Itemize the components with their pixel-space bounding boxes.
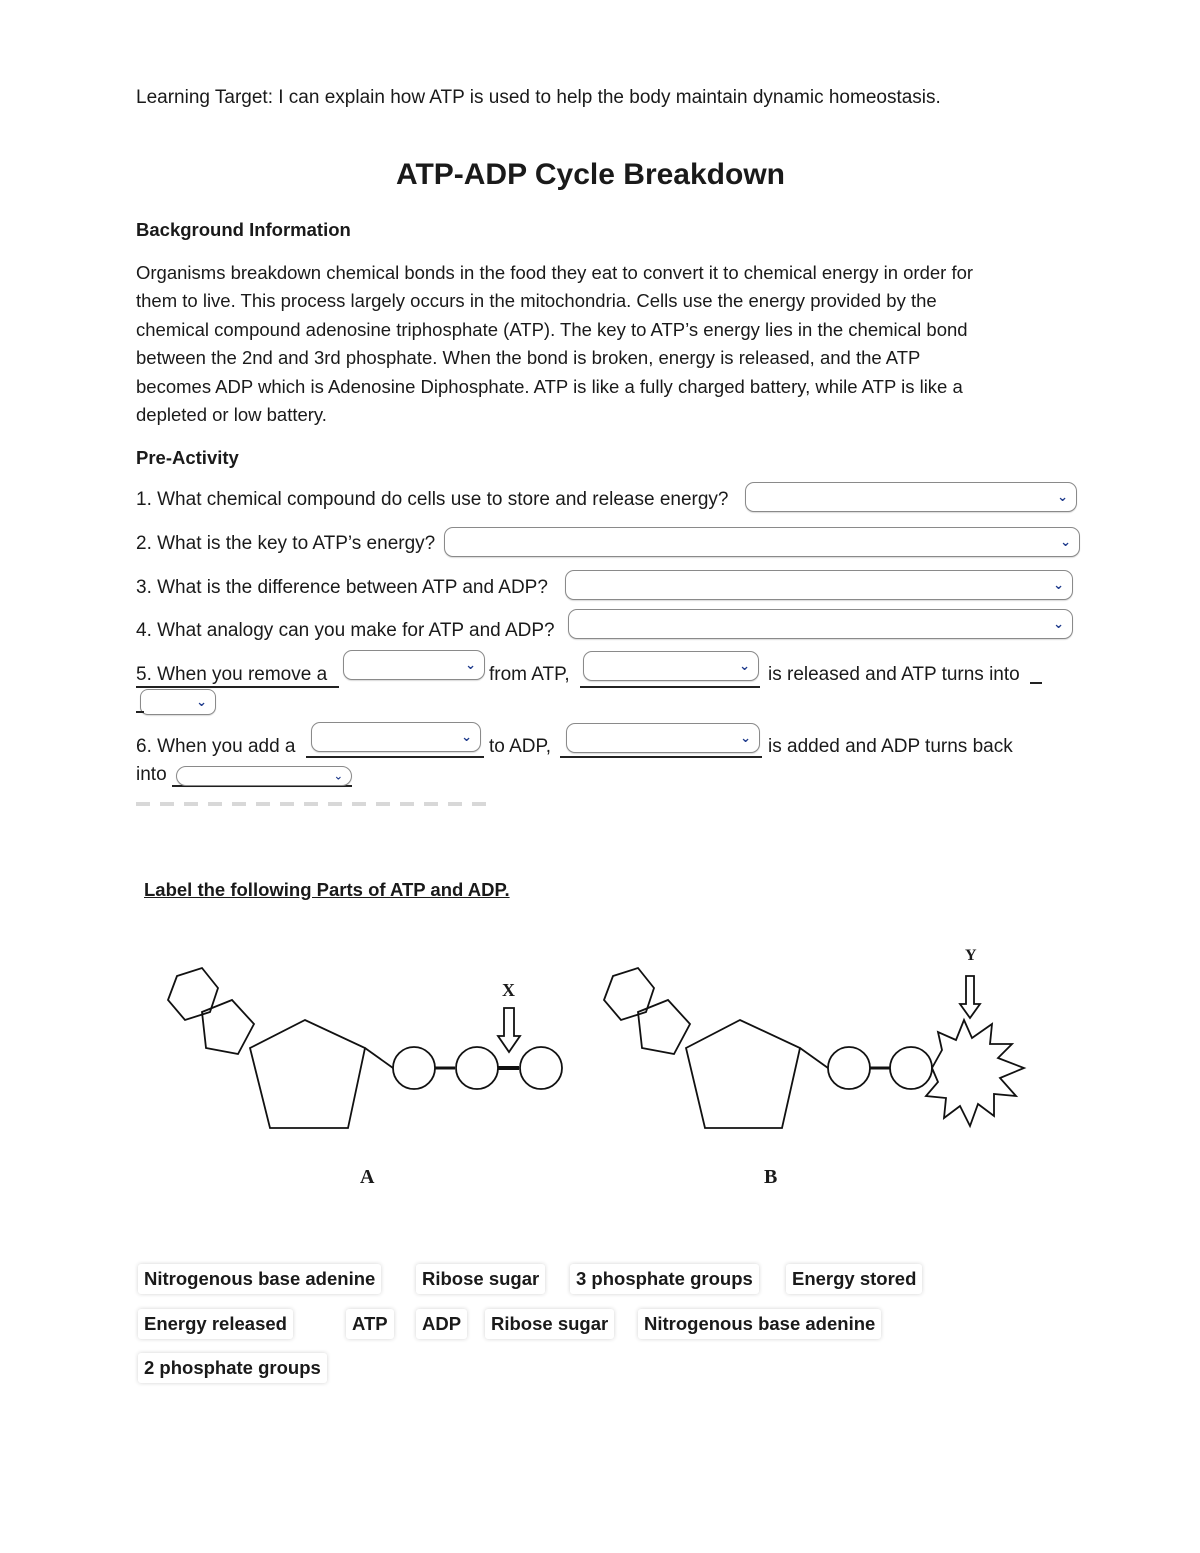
answer-4-dropdown[interactable] <box>568 609 1073 639</box>
word-bank-chip[interactable]: ATP <box>346 1309 394 1339</box>
adenine-hexagon-a <box>168 968 218 1020</box>
arrow-x <box>498 1008 520 1052</box>
adp-diagram <box>580 940 1040 1150</box>
chevron-down-icon: ⌄ <box>1057 489 1068 504</box>
chevron-down-icon: ⌄ <box>196 694 207 709</box>
word-bank-chip[interactable]: Nitrogenous base adenine <box>638 1309 881 1339</box>
background-paragraph <box>136 259 1056 429</box>
phosphate-circle-a2 <box>456 1047 498 1089</box>
atp-diagram <box>140 940 590 1160</box>
word-bank-chip[interactable]: Ribose sugar <box>416 1264 545 1294</box>
background-line: depleted or low battery. <box>136 404 327 426</box>
word-bank-chip[interactable]: Energy stored <box>786 1264 922 1294</box>
word-bank-chip[interactable]: 2 phosphate groups <box>138 1353 327 1383</box>
answer-5a-dropdown[interactable] <box>343 650 485 680</box>
chevron-down-icon: ⌄ <box>739 658 750 673</box>
adenine-hexagon-b <box>604 968 654 1020</box>
question-6-part-3: is added and ADP turns back <box>768 736 1013 757</box>
question-3: 3. What is the difference between ATP and ADP? <box>136 577 548 598</box>
cut-off-text-remnant <box>136 802 496 806</box>
background-heading: Background Information <box>136 219 351 240</box>
adenine-pentagon-a <box>202 1000 254 1054</box>
energy-starburst <box>926 1020 1024 1126</box>
underline <box>560 756 762 758</box>
ribose-pentagon-b <box>686 1020 800 1128</box>
underline <box>306 756 484 758</box>
word-bank-chip[interactable]: ADP <box>416 1309 467 1339</box>
chevron-down-icon: ⌄ <box>1060 534 1071 549</box>
answer-6b-dropdown[interactable] <box>566 723 760 753</box>
question-6-part-4: into <box>136 764 167 785</box>
chevron-down-icon: ⌄ <box>1053 577 1064 592</box>
question-5-part-3: is released and ATP turns into <box>768 664 1020 685</box>
answer-5c-dropdown[interactable] <box>140 689 216 715</box>
question-4: 4. What analogy can you make for ATP and ADP? <box>136 620 555 641</box>
underline <box>136 686 339 688</box>
adenine-pentagon-b <box>638 1000 690 1054</box>
label-y: Y <box>965 947 977 964</box>
chevron-down-icon: ⌄ <box>740 730 751 745</box>
word-bank-chip[interactable]: 3 phosphate groups <box>570 1264 759 1294</box>
question-2: 2. What is the key to ATP’s energy? <box>136 533 436 554</box>
ribose-pentagon-a <box>250 1020 365 1128</box>
background-line: between the 2nd and 3rd phosphate. When the bond is broken, energy is released, and the ATP <box>136 347 921 369</box>
answer-6a-dropdown[interactable] <box>311 722 481 752</box>
phosphate-circle-b2 <box>890 1047 932 1089</box>
word-bank-chip[interactable]: Ribose sugar <box>485 1309 614 1339</box>
question-6-part-2: to ADP, <box>489 736 551 757</box>
background-line: becomes ADP which is Adenosine Diphosphate. ATP is like a fully charged battery, while ATP is like a <box>136 375 963 397</box>
learning-target: Learning Target: I can explain how ATP is used to help the body maintain dynamic homeostasis. <box>136 87 941 108</box>
answer-2-dropdown[interactable] <box>444 527 1080 557</box>
question-1: 1. What chemical compound do cells use to store and release energy? <box>136 489 729 510</box>
page-title: ATP-ADP Cycle Breakdown <box>396 158 785 191</box>
chevron-down-icon: ⌄ <box>1053 616 1064 631</box>
chevron-down-icon: ⌄ <box>461 729 472 744</box>
chevron-down-icon: ⌄ <box>465 657 476 672</box>
underline <box>136 711 144 713</box>
word-bank-chip[interactable]: Nitrogenous base adenine <box>138 1264 381 1294</box>
underline <box>1030 682 1042 684</box>
label-a: A <box>360 1166 375 1188</box>
question-5-part-1: 5. When you remove a <box>136 664 328 685</box>
phosphate-circle-a1 <box>393 1047 435 1089</box>
label-x: X <box>502 980 515 1000</box>
background-line: them to live. This process largely occurs in the mitochondria. Cells use the energy provided by the <box>136 290 937 312</box>
question-6-part-1: 6. When you add a <box>136 736 296 757</box>
pre-activity-heading: Pre-Activity <box>136 447 239 468</box>
background-line: chemical compound adenosine triphosphate (ATP). The key to ATP’s energy lies in the chemical bond <box>136 318 968 340</box>
chevron-down-icon: ⌄ <box>333 770 343 783</box>
labeling-heading: Label the following Parts of ATP and ADP. <box>144 879 510 900</box>
background-line: Organisms breakdown chemical bonds in the food they eat to convert it to chemical energy in order for <box>136 262 974 283</box>
word-bank-chip[interactable]: Energy released <box>138 1309 293 1339</box>
answer-3-dropdown[interactable] <box>565 570 1073 600</box>
answer-1-dropdown[interactable] <box>745 482 1077 512</box>
label-b: B <box>764 1166 778 1188</box>
arrow-y <box>960 976 980 1018</box>
phosphate-circle-b1 <box>828 1047 870 1089</box>
answer-6c-dropdown[interactable] <box>176 766 352 786</box>
question-5-part-2: from ATP, <box>489 664 570 685</box>
phosphate-circle-a3 <box>520 1047 562 1089</box>
answer-5b-dropdown[interactable] <box>583 651 759 681</box>
underline <box>580 686 760 688</box>
